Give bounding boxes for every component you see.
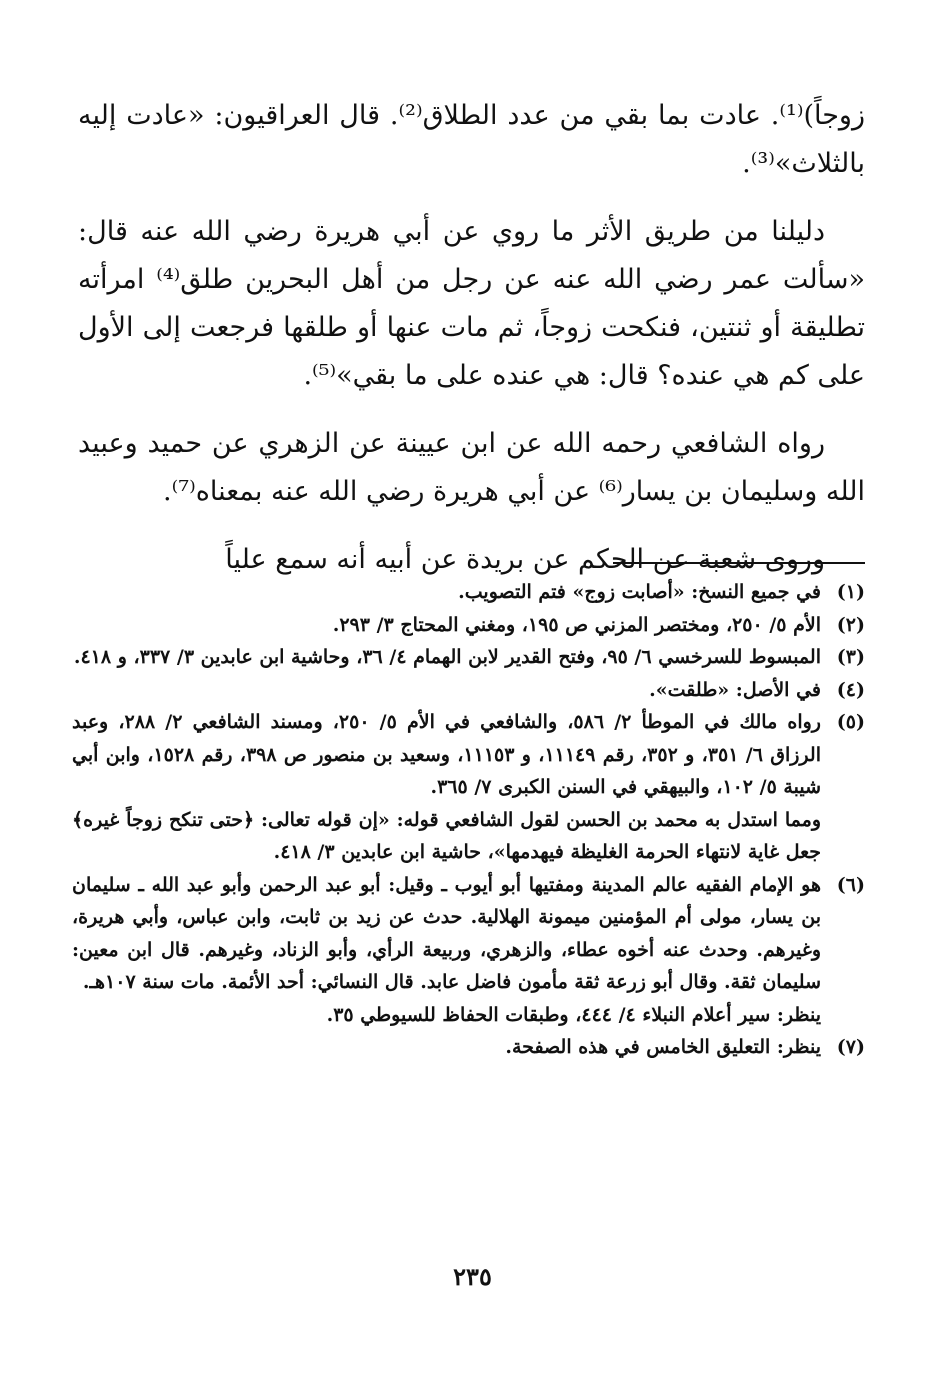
footnote-3 [72, 641, 865, 674]
footnote-text: الأم ٥/ ٢٥٠، ومختصر المزني ص ١٩٥، ومغني المحتاج ٣/ ٢٩٣. [332, 613, 821, 636]
footnote-text: في جميع النسخ: «أصابت زوج» فتم التصويب. [458, 581, 821, 603]
paragraph-3: رواه الشافعي رحمه الله عن ابن عيينة عن الزهري عن حميد وعبيد الله وسليمان بن يسار⁽⁶⁾ عن أبي هريرة رضي الله عنه بمعناه⁽⁷⁾. [78, 428, 865, 507]
footnote-text: في الأصل: «طلقت». [649, 678, 821, 701]
paragraph-1: زوجاً)⁽¹⁾. عادت بما بقي من عدد الطلاق⁽²⁾. قال العراقيون: «عادت إليه بالثلاث»⁽³⁾. [78, 100, 865, 179]
page-number: ٢٣٥ [453, 1262, 492, 1291]
footnote-number: (١) [836, 581, 865, 603]
footnote-2 [72, 609, 865, 642]
main-text [78, 92, 865, 604]
footnotes [72, 576, 865, 1064]
footnote-divider [613, 562, 865, 564]
footnote-text: رواه مالك في الموطأ ٢/ ٥٨٦، والشافعي في الأم ٥/ ٢٥٠، ومسند الشافعي ٢/ ٢٨٨، وعبد الرزاق ٦/ ٣٥١، و ٣٥٢، رقم ١١١٤٩، و ١١١٥٣، وسعيد بن منصور ص ٣٩٨، رقم ١٥٢٨، وابن أبي شيبة ٥/ ١٠٢، والبيهقي في السنن الكبرى ٧/ ٣٦٥. [72, 711, 821, 798]
footnote-5-continuation: ومما استدل به محمد بن الحسن لقول الشافعي قوله: «إن قوله تعالى: ﴿حتى تنكح زوجاً غيره﴾ جعل غاية لانتهاء الحرمة الغليظة فيهدمها»، حاشية ابن عابدين ٣/ ٤١٨. [72, 808, 821, 863]
footnote-number: (٤) [836, 678, 865, 701]
footnote-4 [72, 674, 865, 707]
paragraph-2: دليلنا من طريق الأثر ما روي عن أبي هريرة رضي الله عنه قال: «سألت عمر رضي الله عنه عن رجل من أهل البحرين طلق⁽⁴⁾ امرأته تطليقة أو ثنتين، فنكحت زوجاً، ثم مات عنها أو طلقها فرجعت إلى الأول على كم هي عنده؟ قال: هي عنده على ما بقي»⁽⁵⁾. [78, 216, 865, 391]
footnote-6-continuation: ينظر: سير أعلام النبلاء ٤/ ٤٤٤، وطبقات الحفاظ للسيوطي ٣٥. [326, 1003, 821, 1026]
footnote-number: (٢) [836, 613, 865, 636]
footnote-text: هو الإمام الفقيه عالم المدينة ومفتيها أبو أيوب ـ وقيل: أبو عبد الرحمن وأبو عبد الله ـ سليمان بن يسار، مولى أم المؤمنين ميمونة الهلالية. حدث عن زيد بن ثابت، وابن عباس، وأبي هريرة، وغيرهم. وحدث عنه أخوه عطاء، والزهري، وربيعة الرأي، وأبو الزناد، وغيرهم. قال ابن معين: سليمان ثقة. وقال أبو زرعة ثقة مأمون فاضل عابد. قال النسائي: أحد الأئمة. مات سنة ١٠٧هـ. [72, 873, 821, 993]
footnote-number: (٧) [836, 1036, 865, 1058]
footnote-7 [72, 1031, 865, 1064]
footnote-text: المبسوط للسرخسي ٦/ ٩٥، وفتح القدير لابن الهمام ٤/ ٣٦، وحاشية ابن عابدين ٣/ ٣٣٧، و ٤١٨. [73, 646, 821, 668]
paragraph-4: وروى شعبة عن الحكم عن بريدة عن أبيه أنه سمع علياً [225, 544, 825, 575]
footnote-number: (٥) [836, 711, 865, 733]
footnote-6 [72, 869, 865, 999]
footnote-text: ينظر: التعليق الخامس في هذه الصفحة. [505, 1036, 821, 1058]
footnote-1 [72, 576, 865, 609]
footnote-number: (٦) [836, 873, 865, 896]
footnote-number: (٣) [836, 646, 865, 668]
footnote-5 [72, 706, 865, 804]
